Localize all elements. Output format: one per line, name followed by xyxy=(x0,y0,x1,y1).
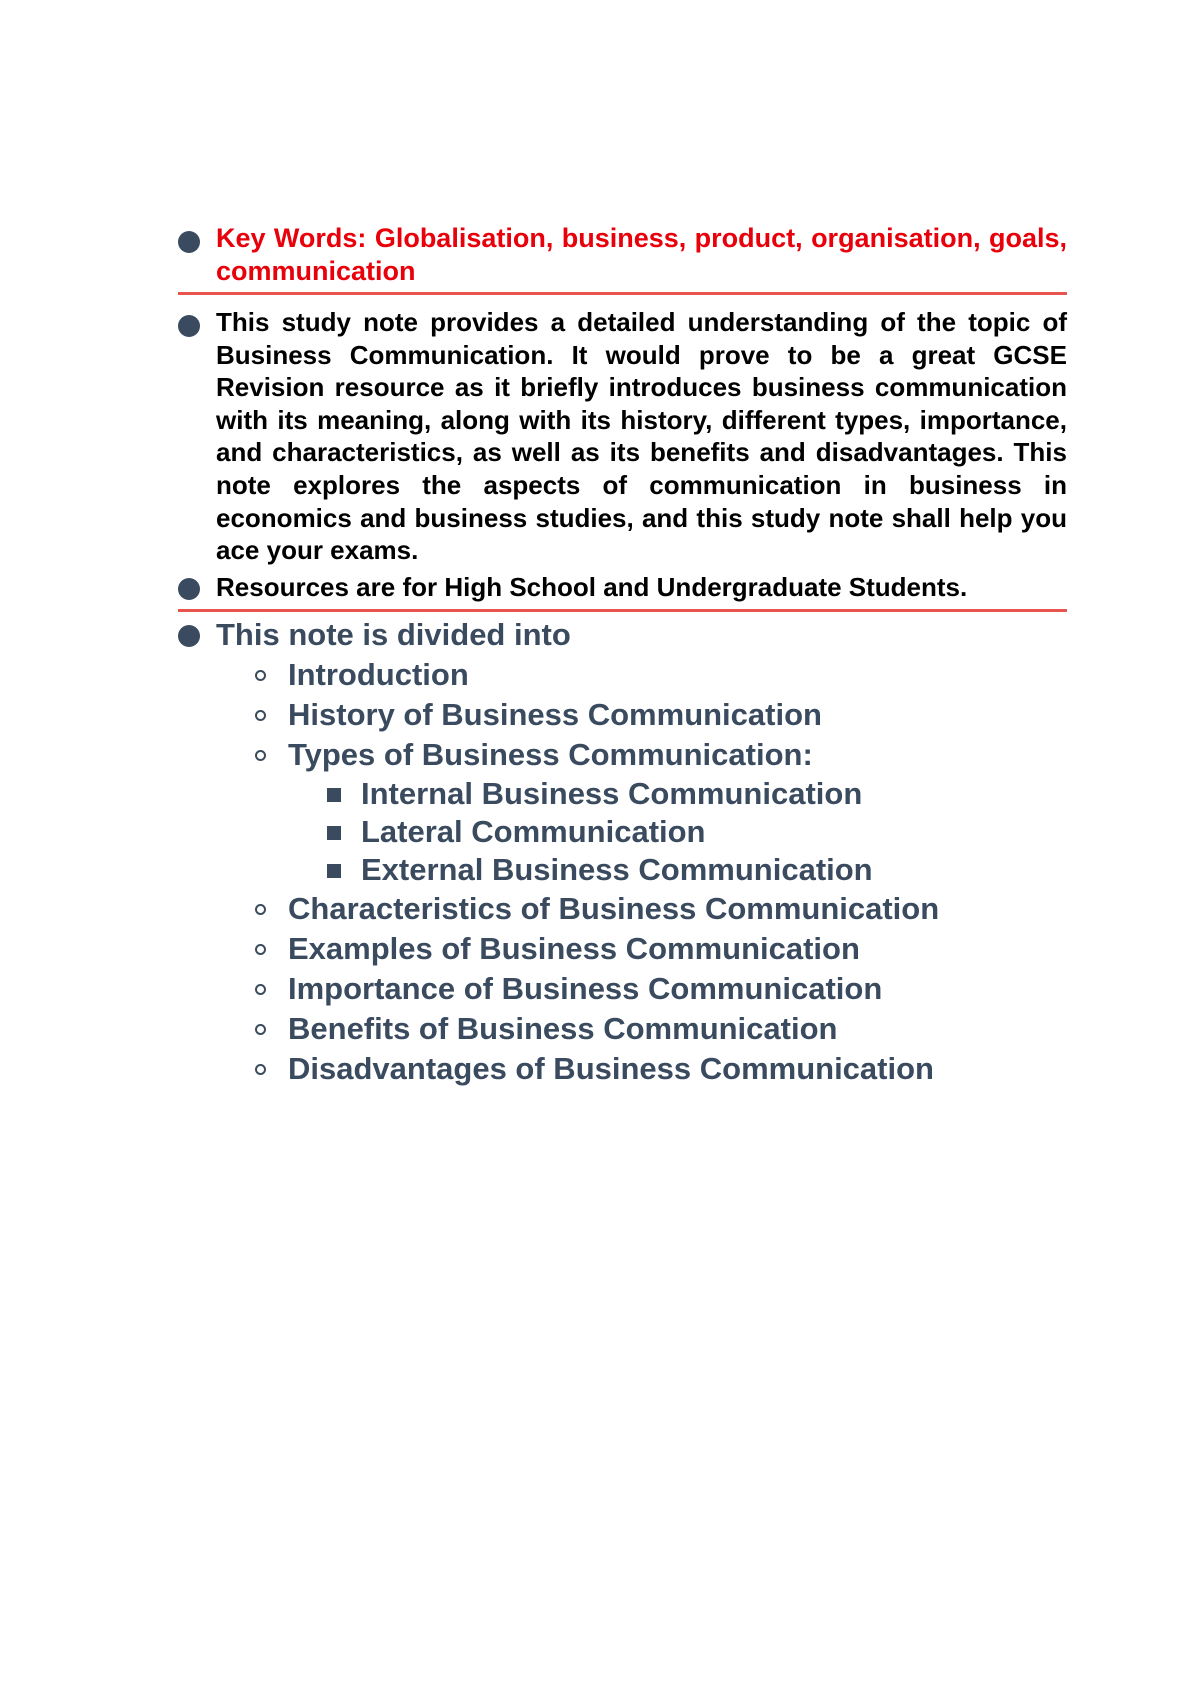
ring-bullet-icon xyxy=(255,710,266,721)
outline-item-label: Disadvantages of Business Communication xyxy=(288,1051,934,1086)
ring-bullet-icon xyxy=(255,1024,266,1035)
bullet-disc-icon xyxy=(178,578,200,600)
section-divider xyxy=(178,292,1067,295)
square-bullet-icon xyxy=(327,826,341,840)
outline-subitem-label: Internal Business Communication xyxy=(361,776,863,811)
ring-bullet-icon xyxy=(255,904,266,915)
outline-item-label: Introduction xyxy=(288,657,469,692)
outline-heading: This note is divided into xyxy=(216,617,571,652)
audience-text: Resources are for High School and Undergraduate Students. xyxy=(216,572,968,602)
ring-bullet-icon xyxy=(255,670,266,681)
outline-item-label: Characteristics of Business Communication xyxy=(288,891,940,926)
outline-subitem-label: External Business Communication xyxy=(361,852,873,887)
bullet-disc-icon xyxy=(178,231,200,253)
square-bullet-icon xyxy=(327,864,341,878)
outline-item-label: Examples of Business Communication xyxy=(288,931,860,966)
description-text: This study note provides a detailed understanding of the topic of Business Communication. It would prove to be a great GCSE Revision resource as it briefly introduces business communication with its meaning, along with its history, different types, importance, and characteristics, as well as its benefits and disadvantages. This note explores the aspects of communication in business in economics and business studies, and this study note shall help you ace your exams. xyxy=(216,307,1067,566)
ring-bullet-icon xyxy=(255,1064,266,1075)
outline-item-label: Types of Business Communication: xyxy=(288,737,813,772)
outline-item-label: Importance of Business Communication xyxy=(288,971,883,1006)
section-divider xyxy=(178,609,1067,612)
keywords-text: Key Words: Globalisation, business, product, organisation, goals, communication xyxy=(216,223,1067,286)
bullet-disc-icon xyxy=(178,315,200,337)
outline-item-label: History of Business Communication xyxy=(288,697,822,732)
ring-bullet-icon xyxy=(255,750,266,761)
bullet-disc-icon xyxy=(178,625,200,647)
outline-subitem-label: Lateral Communication xyxy=(361,814,706,849)
outline-item-label: Benefits of Business Communication xyxy=(288,1011,838,1046)
ring-bullet-icon xyxy=(255,984,266,995)
ring-bullet-icon xyxy=(255,944,266,955)
square-bullet-icon xyxy=(327,788,341,802)
